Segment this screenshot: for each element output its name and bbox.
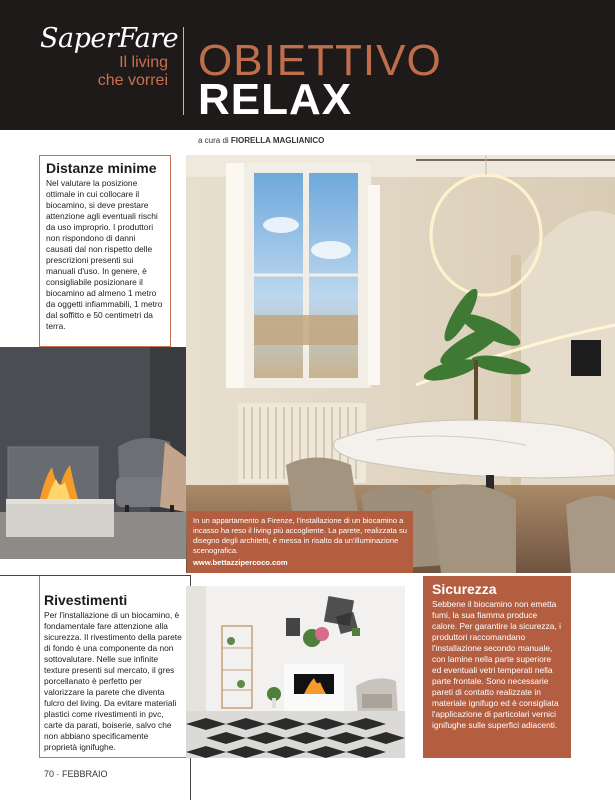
photo-white-living-room xyxy=(186,586,405,758)
caption-text: In un appartamento a Firenze, l'installazione di un biocamino a incasso ha reso il living più accogliente. La parete, realizzata su disegno degli architetti, è messa in risalto da un'illuminazione scenografica. xyxy=(193,516,408,555)
page-month: FEBBRAIO xyxy=(62,769,108,779)
text-sicurezza: Sebbene il biocamino non emetta fumi, la sua fiamma produce calore. Per garantire la sicurezza, i produttori raccomandano l'installazione secondo manuale, con lamine nella parte superiore ed eventuali vetri temperati nella parte frontale. Sono necessarie pareti di contatto realizzate in materiale ignifugo ed è consigliata l'applicazione di particolari vernici ignifughe sulle superfici adiacenti. xyxy=(432,599,561,730)
photo-fireplace-armchair xyxy=(0,347,186,559)
credit-author: FIORELLA MAGLIANICO xyxy=(230,136,325,145)
text-distanze-minime: Nel valutare la posizione ottimale in cui collocare il biocamino, si deve prestare attenzione agli eventuali rischi da uso improprio. I produttori non rispondono di danni causati dal non rispetto delle prescrizioni presenti sui manuali d'uso. In genere, è consigliabile posizionare il biocamino ad almeno 1 metro da oggetti infiammabili, 1 metro dal soffitto e 50 centimetri da terra. xyxy=(46,178,163,331)
logo-subtitle-1: Il living xyxy=(119,54,168,71)
header-banner xyxy=(0,0,615,130)
credit-prefix: a cura di xyxy=(198,136,229,145)
article-title-line2: RELAX xyxy=(198,75,353,124)
heading-rivestimenti: Rivestimenti xyxy=(44,592,128,608)
page-number: 70 xyxy=(44,769,55,779)
box-distanze-minime xyxy=(39,155,171,347)
text-rivestimenti: Per l'installazione di un biocamino, è fondamentale fare attenzione alla sicurezza. Il rivestimento della parete di fondo è una componente da non sottovalutare. Nelle sue infinite texture presenti sul mercato, il gres porcellanato è perfetto per valorizzare la parete che diventa fulcro del living. Da evitare materiali plastici come rivestimenti in pvc, carte da parati, boiserie, salvo che non abbiano specificamente proprietà ignifughe. xyxy=(44,610,182,752)
magazine-logo xyxy=(40,23,179,90)
box-rivestimenti xyxy=(39,576,186,758)
article-title-line1: OBIETTIVO xyxy=(198,36,442,85)
author-credit xyxy=(198,136,324,145)
heading-distanze-minime: Distanze minime xyxy=(46,160,157,176)
page-footer xyxy=(44,769,108,779)
logo-text: SaperFare xyxy=(40,23,179,54)
living-room-illustration xyxy=(186,586,405,758)
divider-horizontal xyxy=(0,575,190,576)
photo-caption xyxy=(187,511,413,573)
fireplace-illustration xyxy=(0,347,186,559)
logo-subtitle-2: che vorrei xyxy=(97,72,168,89)
footer-separator: · xyxy=(56,769,60,779)
caption-url: www.bettazzipercoco.com xyxy=(193,558,288,567)
heading-sicurezza: Sicurezza xyxy=(432,581,497,597)
box-sicurezza xyxy=(423,576,571,758)
header-divider xyxy=(183,27,184,115)
